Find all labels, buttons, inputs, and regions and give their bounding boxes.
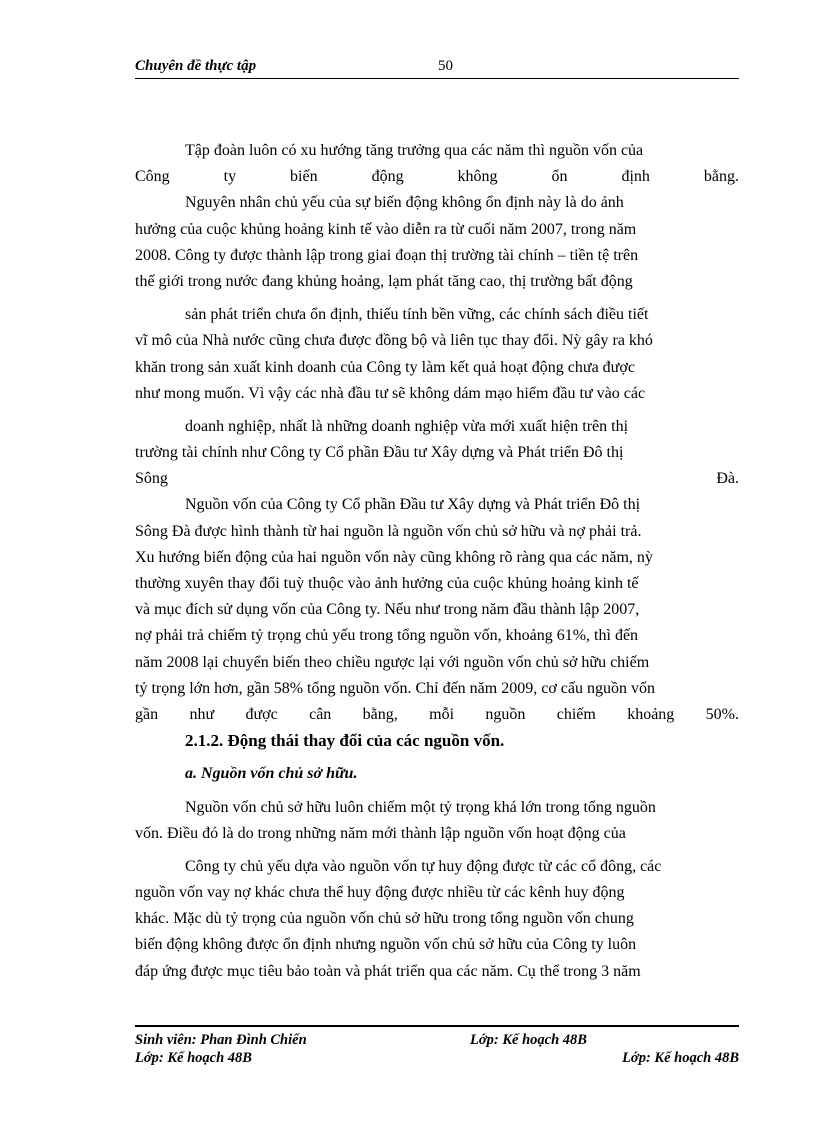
paragraph [135,138,739,190]
text-line: tỷ trọng lớn hơn, gần 58% tổng nguồn vốn. Chỉ đến năm 2009, cơ cấu nguồn vốn [135,679,655,697]
paragraph [135,414,739,493]
text-line: năm 2008 lại chuyển biến theo chiều ngược lại với nguồn vốn chủ sở hữu chiếm [135,653,650,671]
page-footer [135,1025,739,1066]
text-line: vốn. Điều đó là do trong những năm mới thành lập nguồn vốn hoạt động của [135,824,626,842]
text-line: biến động không được ổn định nhưng nguồn vốn chủ sở hữu của Công ty luôn [135,936,637,954]
footer-class: Lớp: Kế hoạch 48B [470,1032,587,1048]
text-line: hưởng của cuộc khủng hoảng kinh tế vào diễn ra từ cuối năm 2007, trong năm [135,220,637,238]
text-line: khác. Mặc dù tỷ trọng của nguồn vốn chủ sở hữu trong tổng nguồn vốn chung [135,910,634,928]
text-line: Sông Đà. [135,470,739,488]
footer-student: Sinh viên: Phan Đình Chiến [135,1032,307,1048]
document-title: Chuyên đề thực tập [135,58,257,74]
text-line: đáp ứng được mục tiêu bảo toàn và phát triển qua các năm. Cụ thể trong 3 năm [135,962,641,980]
paragraph [135,302,739,407]
text-line: Nguồn vốn của Công ty Cổ phần Đầu tư Xây dựng và Phát triển Đô thị [185,496,641,514]
text-line: như mong muốn. Vì vậy các nhà đầu tư sẽ không dám mạo hiểm đầu tư vào các [135,384,646,402]
paragraph [135,190,739,295]
text-line: thường xuyên thay đổi tuỳ thuộc vào ảnh hưởng của cuộc khủng hoảng kinh tế [135,575,639,592]
paragraph [135,854,739,985]
footer-class: Lớp: Kế hoạch 48B [135,1050,252,1066]
document-body [135,138,739,985]
text-line: Sông Đà được hình thành từ hai nguồn là nguồn vốn chủ sở hữu và nợ phải trả. [135,522,642,540]
paragraph [135,492,739,728]
text-line: Tập đoàn luôn có xu hướng tăng trưởng qua các năm thì nguồn vốn của [185,142,644,159]
text-line: gần như được cân bằng, mỗi nguồn chiếm khoảng 50%. [135,705,739,723]
text-line: Công ty chủ yếu dựa vào nguồn vốn tự huy động được từ các cổ đông, các [185,857,662,875]
text-line: nguồn vốn vay nợ khác chưa thể huy động được nhiều từ các kênh huy động [135,884,625,902]
subsection-heading: a. Nguồn vốn chủ sở hữu. [185,765,358,783]
text-line: thế giới trong nước đang khủng hoảng, lạm phát tăng cao, thị trường bất động [135,272,633,290]
text-line: Công ty biến động không ổn định bằng. [135,168,739,186]
text-line: 2008. Công ty được thành lập trong giai đoạn thị trường tài chính – tiền tệ trên [135,246,639,264]
text-line: Nguồn vốn chủ sở hữu luôn chiếm một tỷ trọng khá lớn trong tổng nguồn [185,798,656,816]
text-line: trường tài chính như Công ty Cổ phần Đầu tư Xây dựng và Phát triển Đô thị [135,444,624,462]
text-line: khăn trong sản xuất kinh doanh của Công ty làm kết quả hoạt động chưa được [135,358,635,376]
text-line: Xu hướng biến động của hai nguồn vốn này cũng không rõ ràng qua các năm, nỳ [135,548,653,566]
section-heading: 2.1.2. Động thái thay đổi của các nguồn vốn. [185,731,505,751]
text-line: vĩ mô của Nhà nước cũng chưa được đồng bộ và liên tục thay đổi. Nỳ gây ra khó [135,332,653,350]
text-line: sản phát triển chưa ổn định, thiếu tính bền vững, các chính sách điều tiết [185,306,649,324]
text-line: Nguyên nhân chủ yếu của sự biến động không ổn định này là do ảnh [185,194,624,212]
page-number: 50 [438,58,453,74]
text-line: doanh nghiệp, nhất là những doanh nghiệp vừa mới xuất hiện trên thị [185,417,629,435]
footer-class: Lớp: Kế hoạch 48B [622,1050,739,1066]
text-line: và mục đích sử dụng vốn của Công ty. Nếu như trong năm đầu thành lập 2007, [135,601,640,619]
page-header [135,58,739,79]
paragraph [135,795,739,847]
text-line: nợ phải trả chiếm tỷ trọng chủ yếu trong tổng nguồn vốn, khoảng 61%, thì đến [135,627,639,645]
